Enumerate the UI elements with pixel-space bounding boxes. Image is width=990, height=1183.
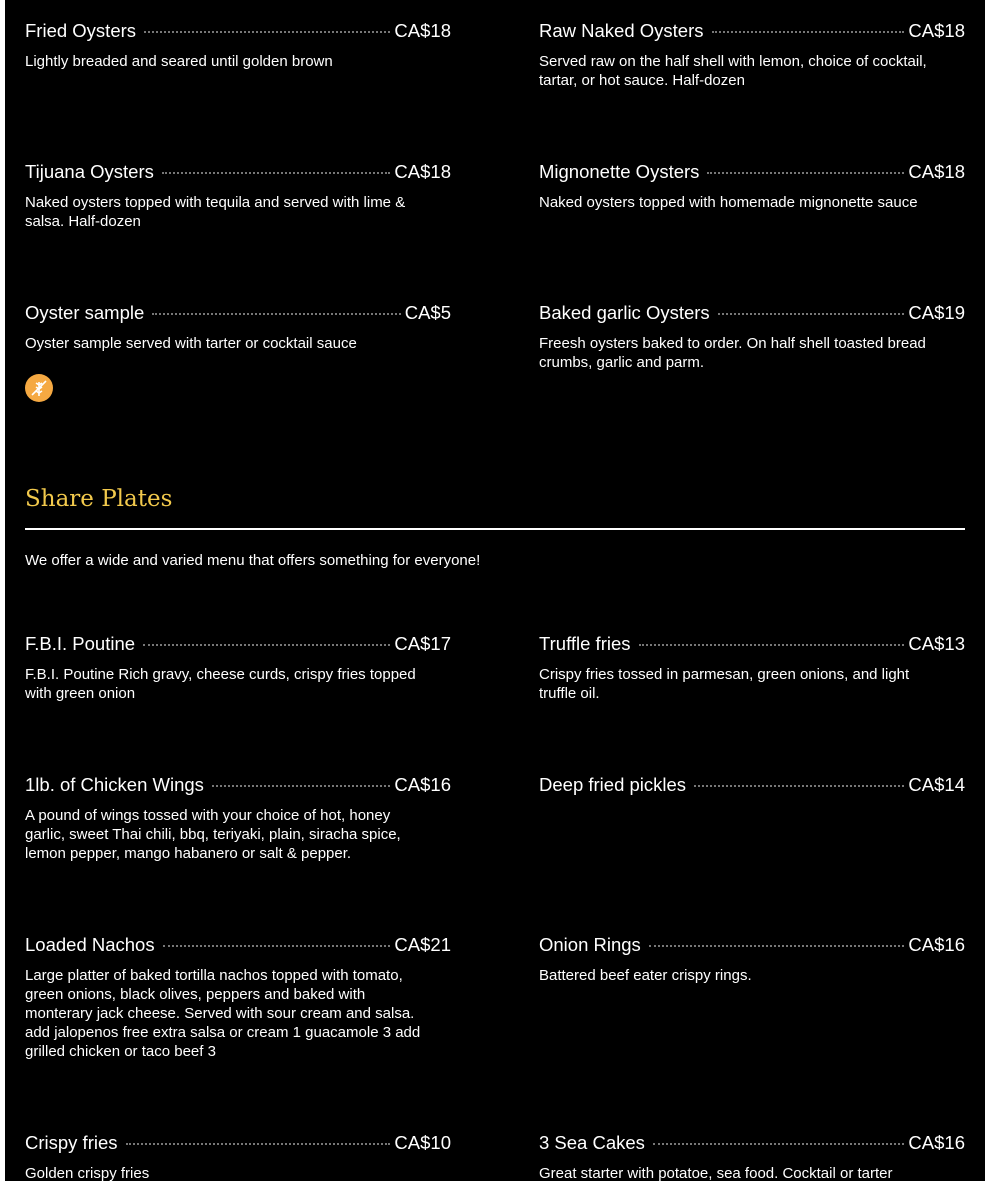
item-price: CA$17 (394, 633, 451, 654)
item-description: Freesh oysters baked to order. On half shell toasted bread crumbs, garlic and parm. (539, 335, 926, 371)
item-name: Fried Oysters (25, 20, 137, 41)
dot-leader (712, 31, 905, 33)
item-price: CA$5 (404, 302, 451, 323)
dot-leader (707, 172, 904, 174)
menu-item (539, 632, 965, 703)
item-price: CA$18 (394, 161, 451, 182)
item-price: CA$18 (908, 161, 965, 182)
dot-leader (639, 644, 905, 646)
item-description: Lightly breaded and seared until golden brown (25, 53, 333, 70)
dot-leader (718, 313, 905, 315)
menu-item (25, 160, 451, 231)
dot-leader (126, 1143, 391, 1145)
item-price: CA$16 (908, 934, 965, 955)
menu-item (25, 933, 451, 1061)
item-description: Crispy fries tossed in parmesan, green onions, and light truffle oil. (539, 666, 910, 702)
item-price: CA$18 (394, 20, 451, 41)
section-divider (25, 528, 965, 530)
item-description: Naked oysters topped with homemade mignonette sauce (539, 194, 918, 211)
item-name: 3 Sea Cakes (539, 1132, 645, 1153)
menu-item (25, 301, 451, 353)
item-description: Great starter with potatoe, sea food. Cocktail or tarter (539, 1165, 893, 1182)
item-price: CA$16 (908, 1132, 965, 1153)
menu-item (25, 632, 451, 703)
item-name: Deep fried pickles (539, 774, 687, 795)
item-name: Mignonette Oysters (539, 161, 700, 182)
item-description: Battered beef eater crispy rings. (539, 967, 752, 984)
menu-item (25, 1131, 451, 1183)
menu-item (539, 301, 965, 372)
menu-item (539, 19, 965, 90)
item-name: Tijuana Oysters (25, 161, 154, 182)
item-name: Raw Naked Oysters (539, 20, 704, 41)
item-price: CA$10 (394, 1132, 451, 1153)
item-description: F.B.I. Poutine Rich gravy, cheese curds, crispy fries topped with green onion (25, 666, 416, 702)
item-description: Golden crispy fries (25, 1165, 150, 1182)
menu-item (539, 773, 965, 806)
dot-leader (152, 313, 400, 315)
item-description: Large platter of baked tortilla nachos topped with tomato, green onions, black olives, peppers and baked with monterary jack cheese. Served with sour cream and salsa. add jalopenos free extra salsa or cream 1 guacamole 3 add grilled chicken or taco beef 3 (25, 967, 421, 1060)
menu-item (539, 160, 965, 212)
dot-leader (162, 172, 391, 174)
gluten-free-icon (25, 374, 53, 402)
item-name: Truffle fries (539, 633, 631, 654)
item-name: Crispy fries (25, 1132, 118, 1153)
item-price: CA$18 (908, 20, 965, 41)
item-name: F.B.I. Poutine (25, 633, 136, 654)
menu-item (539, 1131, 965, 1183)
item-description: Served raw on the half shell with lemon, choice of cocktail, tartar, or hot sauce. Half-dozen (539, 53, 927, 89)
menu-item (539, 933, 965, 985)
item-name: Oyster sample (25, 302, 145, 323)
item-name: Baked garlic Oysters (539, 302, 710, 323)
dot-leader (163, 945, 391, 947)
item-description: A pound of wings tossed with your choice of hot, honey garlic, sweet Thai chili, bbq, teriyaki, plain, siracha spice, lemon pepper, mango habanero or salt & pepper. (25, 807, 401, 862)
dot-leader (653, 1143, 904, 1145)
item-description: Oyster sample served with tarter or cocktail sauce (25, 335, 357, 352)
item-name: 1lb. of Chicken Wings (25, 774, 204, 795)
item-price: CA$13 (908, 633, 965, 654)
menu-page (5, 0, 985, 1181)
section-intro: We offer a wide and varied menu that offers something for everyone! (25, 552, 481, 569)
item-description: Naked oysters topped with tequila and served with lime & salsa. Half-dozen (25, 194, 406, 230)
item-name: Loaded Nachos (25, 934, 155, 955)
menu-item (25, 19, 451, 71)
dot-leader (144, 31, 390, 33)
dot-leader (694, 785, 904, 787)
item-price: CA$16 (394, 774, 451, 795)
item-price: CA$21 (394, 934, 451, 955)
item-price: CA$14 (908, 774, 965, 795)
item-name: Onion Rings (539, 934, 641, 955)
item-price: CA$19 (908, 302, 965, 323)
dot-leader (212, 785, 391, 787)
section-title: Share Plates (25, 486, 173, 512)
dot-leader (143, 644, 390, 646)
dot-leader (649, 945, 905, 947)
menu-item (25, 773, 451, 863)
